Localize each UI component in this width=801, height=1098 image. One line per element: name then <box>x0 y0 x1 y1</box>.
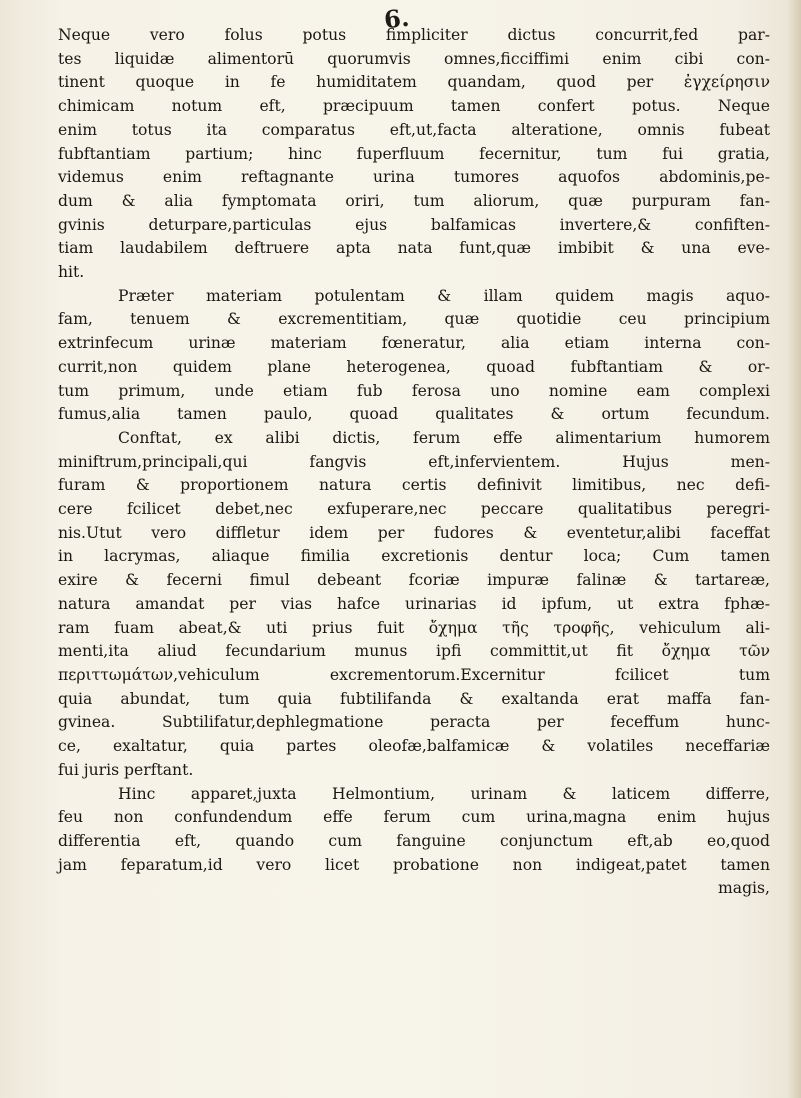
text-line: tiam laudabilem deftruere apta nata funt,quæ imbibit & una eve- <box>58 239 770 258</box>
text-line: videmus enim reftagnante urina tumores aquofos abdominis,pe- <box>58 168 770 187</box>
text-line: fam, tenuem & excrementitiam, quæ quotidie ceu principium <box>58 310 770 329</box>
text-line: jam feparatum,id vero licet probatione non indigeat,patet tamen <box>58 855 770 874</box>
paragraph-start: Conftat, ex alibi dictis, ferum effe alimentarium humorem <box>118 428 770 447</box>
text-line: differentia eft, quando cum fanguine conjunctum eft,ab eo,quod <box>58 831 770 850</box>
text-line: fumus,alia tamen paulo, quoad qualitates & ortum fecundum. <box>58 405 770 424</box>
text-line: enim totus ita comparatus eft,ut,facta alteratione, omnis fubeat <box>58 120 770 139</box>
body-text <box>58 24 770 901</box>
text-line: nis.Utut vero diffletur idem per fudores & eventetur,alibi faceffat <box>58 523 770 542</box>
paragraph-start: Præter materiam potulentam & illam quidem magis aquo- <box>118 286 770 305</box>
text-line: menti,ita aliud fecundarium munus ipfi committit,ut fit ὄχημα τῶν <box>58 642 770 661</box>
catchword: magis, <box>717 879 770 898</box>
text-line: fubftantiam partium; hinc fuperfluum fecernitur, tum fui gratia, <box>58 144 770 163</box>
text-line: dum & alia fymptomata oriri, tum aliorum, quæ purpuram fan- <box>58 191 770 210</box>
page-edge-shadow <box>787 0 801 1098</box>
text-line: chimicam notum eft, præcipuum tamen confert potus. Neque <box>58 97 770 116</box>
paragraph-start: Hinc apparet,juxta Helmontium, urinam & laticem differre, <box>118 784 770 803</box>
text-line: Neque vero folus potus fimpliciter dictus concurrit,fed par- <box>58 26 770 44</box>
text-line: ram fuam abeat,& uti prius fuit ὄχημα τῆς τροφῆς, vehiculum ali- <box>58 618 770 637</box>
text-line: gvinea. Subtilifatur,dephlegmatione peracta per feceffum hunc- <box>58 713 770 732</box>
text-line: extrinfecum urinæ materiam fœneratur, alia etiam interna con- <box>58 334 770 353</box>
text-line: cere fcilicet debet,nec exfuperare,nec peccare qualitatibus peregri- <box>58 500 770 519</box>
text-line: furam & proportionem natura certis definivit limitibus, nec defi- <box>58 476 770 495</box>
text-line: exire & fecerni fimul debeant fcoriæ impuræ falinæ & tartareæ, <box>58 571 770 590</box>
text-line: quia abundat, tum quia fubtilifanda & exaltanda erat maffa fan- <box>58 689 770 708</box>
text-line: feu non confundendum effe ferum cum urina,magna enim hujus <box>58 808 770 827</box>
text-line: hit. <box>58 263 85 282</box>
text-line: ce, exaltatur, quia partes oleofæ,balfamicæ & volatiles neceffariæ <box>58 737 770 756</box>
signature-mark: 6. <box>382 2 411 35</box>
text-line: gvinis deturpare,particulas ejus balfamicas invertere,& confiften- <box>58 215 770 234</box>
text-line: tinent quoque in fe humiditatem quandam, quod per ἐγχείρησιν <box>58 73 770 92</box>
text-line: fui juris perftant. <box>58 760 194 779</box>
text-line: currit,non quidem plane heterogenea, quoad fubftantiam & or- <box>58 357 770 376</box>
text-line: περιττωμάτων,vehiculum excrementorum.Excernitur fcilicet tum <box>58 665 770 684</box>
text-line: in lacrymas, aliaque fimilia excretionis dentur loca; Cum tamen <box>58 547 770 566</box>
text-line: tum primum, unde etiam fub ferosa uno nomine eam complexi <box>58 381 770 400</box>
text-line: natura amandat per vias hafce urinarias id ipfum, ut extra fphæ- <box>58 594 770 613</box>
text-line: miniftrum,principali,qui fangvis eft,infervientem. Hujus men- <box>58 452 770 471</box>
text-line: tes liquidæ alimentorū quorumvis omnes,ficciffimi enim cibi con- <box>58 49 770 68</box>
